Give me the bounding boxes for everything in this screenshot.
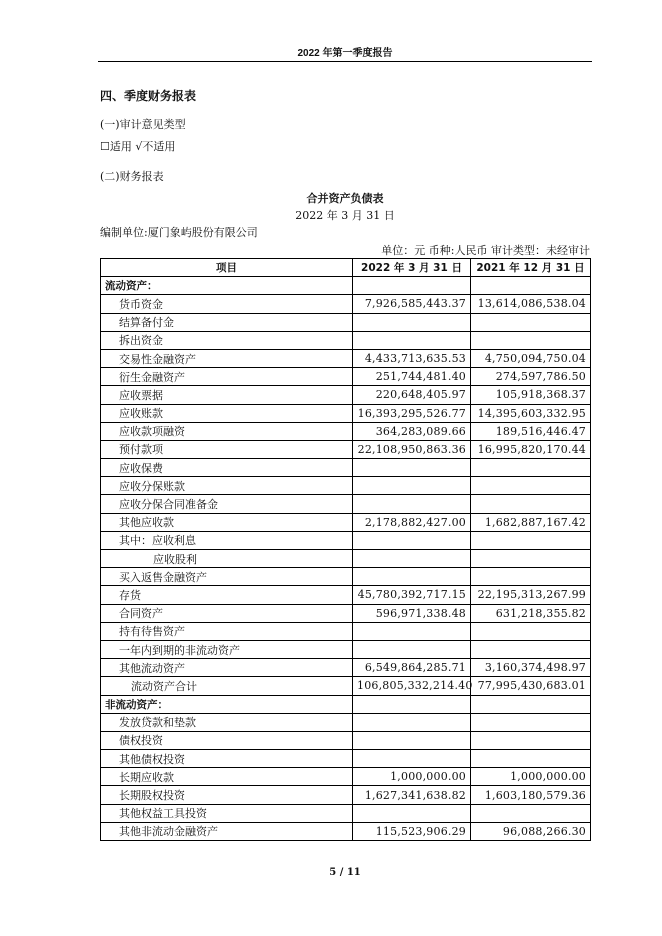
table-row xyxy=(101,477,591,495)
row-value-prior xyxy=(471,459,591,477)
audit-opinion-heading: (一)审计意见类型 xyxy=(100,118,186,131)
table-row xyxy=(101,277,591,295)
row-value-current xyxy=(353,550,471,568)
row-value-current: 1,000,000.00 xyxy=(353,768,471,786)
row-value-prior xyxy=(471,277,591,295)
row-value-prior: 631,218,355.82 xyxy=(471,604,591,622)
table-row xyxy=(101,422,591,440)
row-value-current: 1,627,341,638.82 xyxy=(353,786,471,804)
row-value-current xyxy=(353,750,471,768)
row-value-prior xyxy=(471,731,591,749)
row-value-current xyxy=(353,622,471,640)
row-label: 结算备付金 xyxy=(101,313,353,331)
row-value-prior: 1,682,887,167.42 xyxy=(471,513,591,531)
table-row xyxy=(101,404,591,422)
row-label: 流动资产： xyxy=(101,277,353,295)
statement-title: 合并资产负债表 xyxy=(306,192,384,205)
table-row xyxy=(101,713,591,731)
row-value-prior: 1,603,180,579.36 xyxy=(471,786,591,804)
unit-line: 单位：元 币种:人民币 审计类型：未经审计 xyxy=(381,244,590,257)
row-value-current: 6,549,864,285.71 xyxy=(353,659,471,677)
row-label: 应收账款 xyxy=(101,404,353,422)
column-header-prior: 2021 年 12 月 31 日 xyxy=(471,259,591,277)
row-label: 债权投资 xyxy=(101,731,353,749)
row-value-current: 106,805,332,214.40 xyxy=(353,677,471,695)
page-header-title: 2022 年第一季度报告 xyxy=(297,48,393,59)
row-value-current: 22,108,950,863.36 xyxy=(353,440,471,458)
table-row xyxy=(101,750,591,768)
row-value-prior: 13,614,086,538.04 xyxy=(471,295,591,313)
table-row xyxy=(101,604,591,622)
statement-date: 2022 年 3 月 31 日 xyxy=(295,209,395,222)
row-label: 合同资产 xyxy=(101,604,353,622)
row-label: 应收分保账款 xyxy=(101,477,353,495)
table-row xyxy=(101,786,591,804)
table-row xyxy=(101,586,591,604)
table-row xyxy=(101,459,591,477)
row-label: 应收保费 xyxy=(101,459,353,477)
row-value-current xyxy=(353,804,471,822)
row-value-current: 364,283,089.66 xyxy=(353,422,471,440)
row-label: 衍生金融资产 xyxy=(101,368,353,386)
row-label: 其他应收款 xyxy=(101,513,353,531)
table-row xyxy=(101,695,591,713)
row-label: 流动资产合计 xyxy=(101,677,353,695)
row-label: 应收票据 xyxy=(101,386,353,404)
row-label: 其中：应收利息 xyxy=(101,531,353,549)
row-value-current xyxy=(353,568,471,586)
table-header-row xyxy=(101,259,591,277)
row-value-current: 115,523,906.29 xyxy=(353,822,471,840)
row-value-prior: 274,597,786.50 xyxy=(471,368,591,386)
table-row xyxy=(101,513,591,531)
row-value-current xyxy=(353,731,471,749)
row-value-prior xyxy=(471,477,591,495)
row-value-current xyxy=(353,495,471,513)
page-number: 5 / 11 xyxy=(329,867,361,878)
row-label: 货币资金 xyxy=(101,295,353,313)
row-value-current xyxy=(353,313,471,331)
row-label: 长期股权投资 xyxy=(101,786,353,804)
column-header-item: 项目 xyxy=(101,259,353,277)
row-value-prior: 4,750,094,750.04 xyxy=(471,349,591,367)
preparer: 编制单位:厦门象屿股份有限公司 xyxy=(100,226,258,239)
financial-statements-heading: (二)财务报表 xyxy=(100,170,164,183)
row-label: 预付款项 xyxy=(101,440,353,458)
table-row xyxy=(101,659,591,677)
row-value-prior: 96,088,266.30 xyxy=(471,822,591,840)
row-label: 拆出资金 xyxy=(101,331,353,349)
table-row xyxy=(101,822,591,840)
row-value-prior xyxy=(471,313,591,331)
balance-sheet-table xyxy=(100,258,591,841)
row-value-prior xyxy=(471,495,591,513)
row-label: 其他非流动金融资产 xyxy=(101,822,353,840)
row-label: 存货 xyxy=(101,586,353,604)
row-label: 其他流动资产 xyxy=(101,659,353,677)
row-label: 买入返售金融资产 xyxy=(101,568,353,586)
table-row xyxy=(101,440,591,458)
row-value-current: 220,648,405.97 xyxy=(353,386,471,404)
table-row xyxy=(101,804,591,822)
row-value-current xyxy=(353,331,471,349)
row-value-prior xyxy=(471,622,591,640)
row-value-current: 45,780,392,717.15 xyxy=(353,586,471,604)
row-value-current: 7,926,585,443.37 xyxy=(353,295,471,313)
table-row xyxy=(101,386,591,404)
row-value-current: 596,971,338.48 xyxy=(353,604,471,622)
table-row xyxy=(101,550,591,568)
table-row xyxy=(101,368,591,386)
row-value-current xyxy=(353,640,471,658)
row-value-prior: 77,995,430,683.01 xyxy=(471,677,591,695)
row-label: 其他债权投资 xyxy=(101,750,353,768)
table-row xyxy=(101,768,591,786)
table-row xyxy=(101,640,591,658)
row-value-current: 4,433,713,635.53 xyxy=(353,349,471,367)
row-value-current xyxy=(353,713,471,731)
row-value-prior: 16,995,820,170.44 xyxy=(471,440,591,458)
table-row xyxy=(101,495,591,513)
row-value-current xyxy=(353,695,471,713)
row-value-current: 251,744,481.40 xyxy=(353,368,471,386)
row-label: 发放贷款和垫款 xyxy=(101,713,353,731)
row-label: 应收股利 xyxy=(101,550,353,568)
table-row xyxy=(101,331,591,349)
section-title: 四、季度财务报表 xyxy=(100,89,197,103)
table-row xyxy=(101,295,591,313)
row-value-prior xyxy=(471,531,591,549)
table-row xyxy=(101,531,591,549)
row-value-current xyxy=(353,277,471,295)
table-row xyxy=(101,349,591,367)
row-value-current: 16,393,295,526.77 xyxy=(353,404,471,422)
row-value-prior: 105,918,368.37 xyxy=(471,386,591,404)
row-value-prior xyxy=(471,640,591,658)
row-value-current xyxy=(353,531,471,549)
row-value-prior xyxy=(471,550,591,568)
row-value-prior: 3,160,374,498.97 xyxy=(471,659,591,677)
row-label: 应收款项融资 xyxy=(101,422,353,440)
row-label: 一年内到期的非流动资产 xyxy=(101,640,353,658)
row-label: 持有待售资产 xyxy=(101,622,353,640)
row-label: 交易性金融资产 xyxy=(101,349,353,367)
row-value-prior xyxy=(471,713,591,731)
column-header-current: 2022 年 3 月 31 日 xyxy=(353,259,471,277)
row-value-prior: 189,516,446.47 xyxy=(471,422,591,440)
row-value-prior xyxy=(471,695,591,713)
table-row xyxy=(101,677,591,695)
row-label: 非流动资产： xyxy=(101,695,353,713)
row-value-prior xyxy=(471,750,591,768)
row-value-prior xyxy=(471,568,591,586)
row-label: 应收分保合同准备金 xyxy=(101,495,353,513)
row-label: 长期应收款 xyxy=(101,768,353,786)
table-row xyxy=(101,731,591,749)
row-label: 其他权益工具投资 xyxy=(101,804,353,822)
row-value-current xyxy=(353,459,471,477)
table-row xyxy=(101,622,591,640)
header-divider xyxy=(98,61,592,62)
table-row xyxy=(101,313,591,331)
table-row xyxy=(101,568,591,586)
audit-opinion-options: ☐适用 √不适用 xyxy=(100,140,176,153)
row-value-current xyxy=(353,477,471,495)
row-value-prior: 14,395,603,332.95 xyxy=(471,404,591,422)
row-value-prior: 22,195,313,267.99 xyxy=(471,586,591,604)
row-value-current: 2,178,882,427.00 xyxy=(353,513,471,531)
row-value-prior: 1,000,000.00 xyxy=(471,768,591,786)
row-value-prior xyxy=(471,804,591,822)
row-value-prior xyxy=(471,331,591,349)
